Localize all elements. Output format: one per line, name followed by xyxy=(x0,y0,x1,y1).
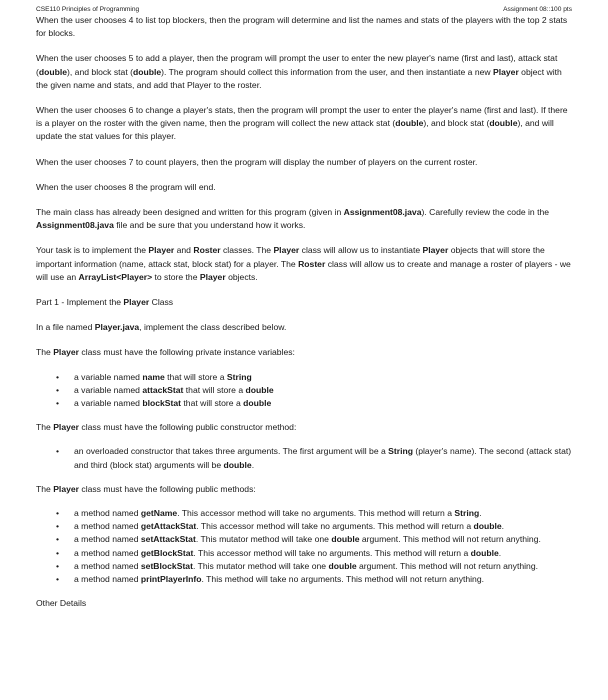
text-run: When the user chooses 7 to count players, then the program will display the number of players on the current roster. xyxy=(36,156,478,167)
bold-term: Player xyxy=(53,347,80,358)
bold-term: double xyxy=(395,118,424,129)
text-run: a variable named xyxy=(74,398,143,409)
text-run: , implement the class described below. xyxy=(139,322,287,333)
text-run: . This accessor method will take no arguments. This method will return a xyxy=(196,521,474,532)
text-run: . This mutator method will take one xyxy=(195,534,332,545)
bold-term: setAttackStat xyxy=(140,534,196,545)
bold-term: double xyxy=(132,66,162,77)
text-run: a method named xyxy=(74,574,141,585)
bold-term: double xyxy=(470,547,499,558)
section-heading-other-details xyxy=(36,597,572,610)
paragraph-constructor-intro xyxy=(36,421,572,434)
text-run: The xyxy=(36,347,54,358)
bold-term: Roster xyxy=(298,258,326,269)
bold-term: Player xyxy=(492,66,519,77)
bold-term: Assignment08.java xyxy=(343,207,422,218)
bold-term: double xyxy=(328,560,357,571)
text-run: that will store a xyxy=(164,371,227,382)
methods-list xyxy=(36,507,572,586)
paragraph-instance-vars-intro xyxy=(36,346,572,359)
bold-term: Player.java xyxy=(94,322,140,333)
list-item xyxy=(66,371,572,384)
bold-term: attackStat xyxy=(142,384,184,395)
bold-term: String xyxy=(226,371,252,382)
paragraph-player-file xyxy=(36,321,572,334)
bold-term: ArrayList<Player> xyxy=(78,271,153,282)
text-run: ), and block stat ( xyxy=(67,66,133,77)
bold-term: Player xyxy=(422,245,449,256)
text-run: a method named xyxy=(74,508,141,519)
text-run: that will store a xyxy=(183,384,246,395)
paragraph-option-5 xyxy=(36,52,572,92)
text-run: objects that will store the important information (name, attack stat, block stat) for a player. The xyxy=(36,245,545,269)
bold-term: Player xyxy=(53,422,80,433)
text-run: . This method will take no arguments. This method will not return anything. xyxy=(201,574,485,585)
bold-term: getBlockStat xyxy=(140,547,194,558)
text-run: class must have the following public constructor method: xyxy=(79,422,297,433)
course-title: CSE110 Principles of Programming xyxy=(36,6,140,13)
text-run: a method named xyxy=(74,521,141,532)
bold-term: Player xyxy=(148,245,175,256)
text-run: Part 1 - Implement the xyxy=(36,297,124,308)
list-item xyxy=(66,533,572,546)
text-run: When the user chooses 4 to list top blockers, then the program will determine and list the names and stats of the players with the top 2 stats for blocks. xyxy=(36,15,568,39)
paragraph-task xyxy=(36,244,572,284)
text-run: In a file named xyxy=(36,322,95,333)
text-run: . This mutator method will take one xyxy=(192,560,329,571)
text-run: ), and block stat ( xyxy=(423,118,490,129)
text-run: . xyxy=(498,547,502,558)
paragraph-option-6 xyxy=(36,104,572,144)
bold-term: Roster xyxy=(193,245,221,256)
text-run: file and be sure that you understand how it works. xyxy=(113,220,306,231)
text-run: Other Details xyxy=(36,598,87,609)
instance-variables-list xyxy=(36,371,572,411)
text-run: object with the given name and stats, and add that Player to the roster. xyxy=(36,66,562,90)
text-run: a variable named xyxy=(74,384,143,395)
text-run: ). Carefully review the code in the xyxy=(421,207,550,218)
text-run: When the user chooses 6 to change a player's stats, then the program will prompt the user to enter the player's name (first and last). If there is a player on the roster with the given name, then the program will collect the new attack stat ( xyxy=(36,105,568,129)
text-run: a method named xyxy=(74,560,141,571)
text-run: (player's name). The second (attack stat) and third (block stat) arguments will be xyxy=(74,446,572,470)
bold-term: double xyxy=(473,521,502,532)
text-run: class must have the following public methods: xyxy=(79,483,256,494)
text-run: When the user chooses 5 to add a player, then the program will prompt the user to enter the new player's name (first and last), attack stat ( xyxy=(36,53,558,77)
bold-term: Player xyxy=(273,245,300,256)
document-body xyxy=(36,14,572,611)
text-run: argument. This method will not return anything. xyxy=(359,534,541,545)
text-run: objects. xyxy=(225,271,258,282)
page-header xyxy=(36,5,572,14)
list-item xyxy=(66,520,572,533)
bold-term: double xyxy=(243,398,272,409)
list-item xyxy=(66,445,572,471)
bold-term: Assignment08.java xyxy=(36,220,114,231)
text-run: a variable named xyxy=(74,371,143,382)
paragraph-option-8 xyxy=(36,181,572,194)
bold-term: getName xyxy=(140,508,178,519)
text-run: The xyxy=(36,422,54,433)
text-run: Your task is to implement the xyxy=(36,245,149,256)
list-item xyxy=(66,560,572,573)
list-item xyxy=(66,547,572,560)
bold-term: blockStat xyxy=(142,398,182,409)
text-run: a method named xyxy=(74,547,141,558)
assignment-label: Assignment 08::100 pts xyxy=(503,6,572,13)
text-run: The main class has already been designed and written for this program (given in xyxy=(36,207,344,218)
text-run: . xyxy=(479,508,482,519)
text-run: and xyxy=(174,245,194,256)
paragraph-methods-intro xyxy=(36,483,572,496)
list-item xyxy=(66,397,572,410)
bold-term: Player xyxy=(53,483,80,494)
paragraph-option-7 xyxy=(36,156,572,169)
text-run: a method named xyxy=(74,534,141,545)
text-run: class will allow us to create and manage a roster of players - we will use an xyxy=(36,258,571,282)
text-run: ). The program should collect this information from the user, and then instantiate a new xyxy=(161,66,493,77)
text-run: class will allow us to instantiate xyxy=(299,245,423,256)
list-item xyxy=(66,573,572,586)
text-run: The xyxy=(36,483,54,494)
bold-term: getAttackStat xyxy=(140,521,197,532)
text-run: an overloaded constructor that takes three arguments. The first argument will be a xyxy=(74,446,389,457)
bold-term: printPlayerInfo xyxy=(140,574,202,585)
paragraph-main-class xyxy=(36,206,572,232)
paragraph-option-4 xyxy=(36,14,572,40)
list-item xyxy=(66,384,572,397)
bold-term: String xyxy=(388,446,413,457)
text-run: argument. This method will not return anything. xyxy=(356,560,538,571)
text-run: to store the xyxy=(152,271,200,282)
constructor-list xyxy=(36,445,572,471)
bold-term: Player xyxy=(199,271,226,282)
bold-term: Player xyxy=(123,297,150,308)
bold-term: String xyxy=(454,508,480,519)
bold-term: double xyxy=(489,118,518,129)
text-run: . xyxy=(251,459,255,470)
text-run: that will store a xyxy=(181,398,244,409)
text-run: . xyxy=(501,521,505,532)
bold-term: name xyxy=(142,371,165,382)
bold-term: setBlockStat xyxy=(140,560,193,571)
text-run: . This accessor method will take no arguments. This method will return a xyxy=(177,508,455,519)
text-run: When the user chooses 8 the program will end. xyxy=(36,181,216,192)
text-run: class must have the following private instance variables: xyxy=(79,347,295,358)
list-item xyxy=(66,507,572,520)
section-heading-part-1 xyxy=(36,296,572,309)
bold-term: double xyxy=(331,534,360,545)
bold-term: double xyxy=(245,384,274,395)
bold-term: double xyxy=(223,459,252,470)
bold-term: double xyxy=(38,66,68,77)
text-run: . This accessor method will take no arguments. This method will return a xyxy=(193,547,471,558)
text-run: classes. The xyxy=(220,245,274,256)
text-run: Class xyxy=(149,297,174,308)
text-run: ), and will update the stat values for this player. xyxy=(36,118,554,142)
